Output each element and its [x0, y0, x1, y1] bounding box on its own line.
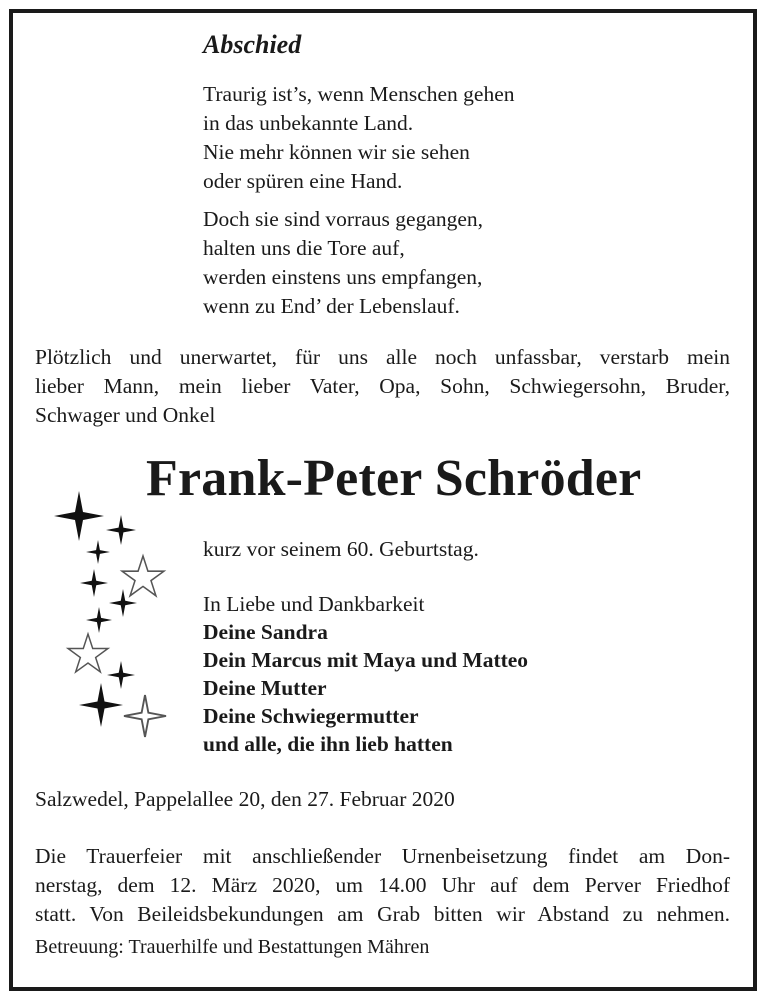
poem-line: in das unbekannte Land. — [203, 111, 414, 135]
funeral-info — [35, 842, 730, 929]
age-note: kurz vor seinem 60. Geburtstag. — [203, 537, 479, 561]
mourner: Deine Sandra — [203, 620, 328, 644]
deceased-name: Frank-Peter Schröder — [146, 450, 642, 507]
star-outline-icon — [68, 634, 108, 672]
announcement-line: lieber Mann, mein lieber Vater, Opa, Sohn, Schwiegersohn, Bruder, — [35, 374, 730, 398]
star-icon — [54, 491, 104, 541]
poem-line: wenn zu End’ der Lebenslauf. — [203, 294, 460, 318]
star-icon — [107, 661, 135, 689]
star-icon — [86, 607, 112, 633]
place-date: Salzwedel, Pappelallee 20, den 27. Februar 2020 — [35, 787, 455, 811]
poem-line: Traurig ist’s, wenn Menschen gehen — [203, 82, 515, 106]
star-icon — [86, 540, 110, 564]
stars-ornament — [50, 490, 170, 740]
star-outline-icon — [124, 695, 166, 737]
poem-title: Abschied — [203, 30, 302, 59]
poem-line: oder spüren eine Hand. — [203, 169, 403, 193]
mourner: Dein Marcus mit Maya und Matteo — [203, 648, 529, 672]
star-icon — [79, 683, 123, 727]
poem-line: werden einstens uns empfangen, — [203, 265, 483, 289]
poem-stanza-2 — [203, 205, 483, 321]
poem-line: Nie mehr können wir sie sehen — [203, 140, 470, 164]
funeral-line: nerstag, dem 12. März 2020, um 14.00 Uhr auf dem Perver Friedhof — [35, 873, 730, 897]
funeral-line: statt. Von Beileidsbekundungen am Grab bitten wir Abstand zu nehmen. — [35, 902, 730, 926]
poem-stanza-1 — [203, 80, 515, 196]
announcement-line: Plötzlich und unerwartet, für uns alle noch unfassbar, verstarb mein — [35, 345, 730, 369]
star-icon — [106, 515, 136, 545]
mourner: Deine Schwiegermutter — [203, 704, 419, 728]
mourners-intro: In Liebe und Dankbarkeit — [203, 592, 425, 616]
mourner: und alle, die ihn lieb hatten — [203, 732, 453, 756]
poem-line: halten uns die Tore auf, — [203, 236, 405, 260]
poem-line: Doch sie sind vorraus gegangen, — [203, 207, 484, 231]
star-icon — [80, 569, 108, 597]
star-outline-icon — [122, 556, 164, 596]
announcement-line: Schwager und Onkel — [35, 403, 216, 427]
undertaker-credit: Betreuung: Trauerhilfe und Bestattungen Mähren — [35, 936, 430, 958]
funeral-line: Die Trauerfeier mit anschließender Urnenbeisetzung findet am Don- — [35, 844, 730, 868]
death-announcement — [35, 343, 730, 430]
mourner: Deine Mutter — [203, 676, 327, 700]
